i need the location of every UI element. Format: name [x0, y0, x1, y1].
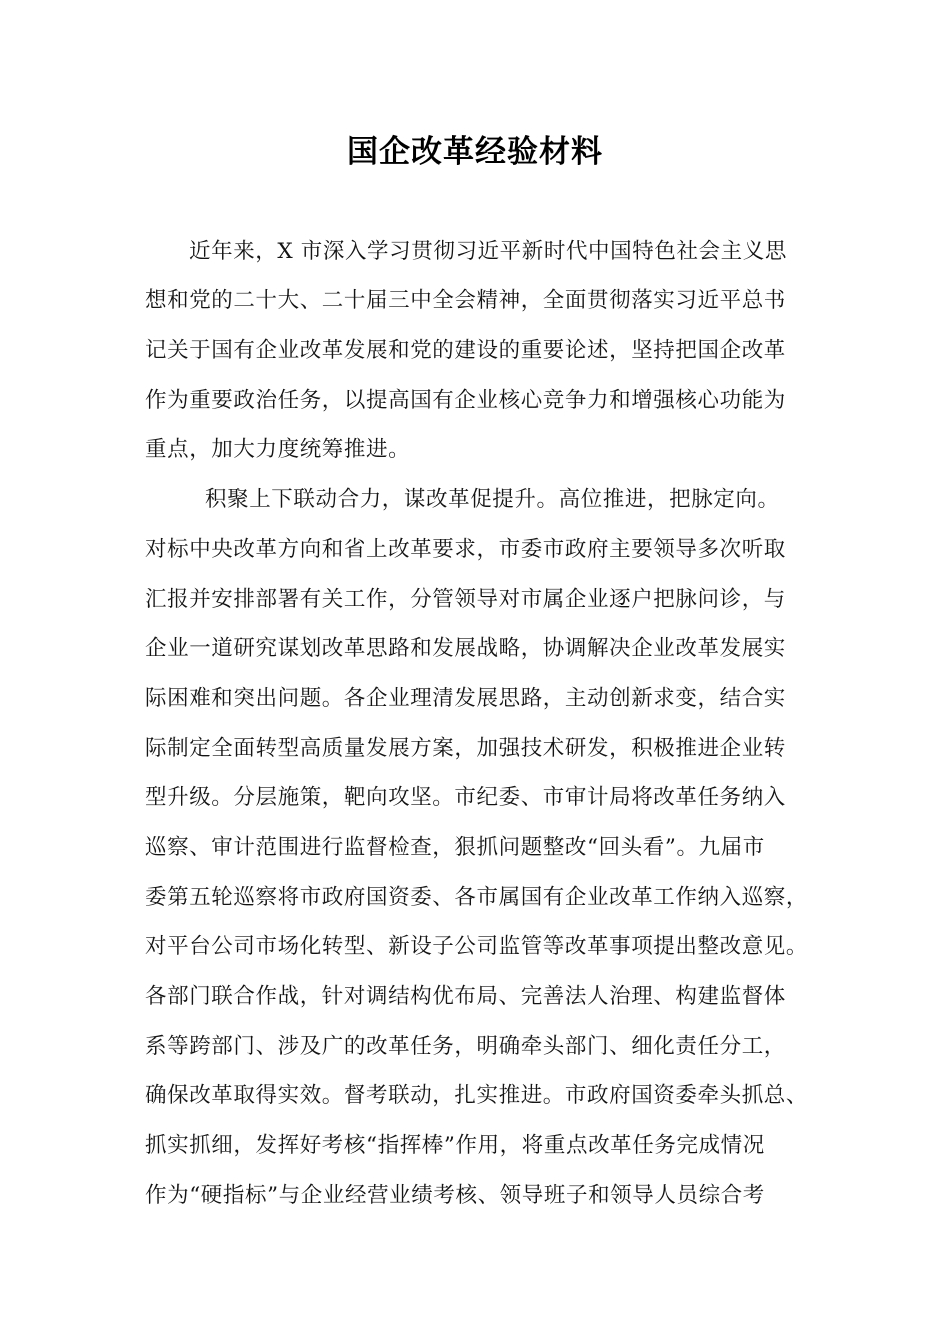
paragraph-line: 巡察、审计范围进行监督检查，狠抓问题整改“回头看”。九届市 [145, 835, 765, 860]
paragraph-line: 委第五轮巡察将市政府国资委、各市属国有企业改革工作纳入巡察， [145, 885, 809, 910]
paragraph-line: 近年来，X 市深入学习贯彻习近平新时代中国特色社会主义思 [189, 239, 787, 264]
paragraph-line: 想和党的二十大、二十届三中全会精神，全面贯彻落实习近平总书 [145, 288, 786, 313]
paragraph-line: 际制定全面转型高质量发展方案，加强技术研发，积极推进企业转 [145, 736, 786, 761]
paragraph-line: 系等跨部门、涉及广的改革任务，明确牵头部门、细化责任分工， [145, 1034, 786, 1059]
paragraph-line: 际困难和突出问题。各企业理清发展思路，主动创新求变，结合实 [145, 686, 786, 711]
paragraph-line: 各部门联合作战，针对调结构优布局、完善法人治理、构建监督体 [145, 984, 786, 1009]
paragraph-line: 汇报并安排部署有关工作，分管领导对市属企业逐户把脉问诊，与 [145, 587, 786, 612]
paragraph-line: 确保改革取得实效。督考联动，扎实推进。市政府国资委牵头抓总、 [145, 1083, 809, 1108]
paragraph-line: 企业一道研究谋划改革思路和发展战略，协调解决企业改革发展实 [145, 636, 786, 661]
paragraph-line: 记关于国有企业改革发展和党的建设的重要论述，坚持把国企改革 [145, 338, 786, 363]
paragraph-line: 作为“硬指标”与企业经营业绩考核、领导班子和领导人员综合考 [145, 1183, 765, 1208]
paragraph-line: 作为重要政治任务，以提高国有企业核心竞争力和增强核心功能为 [145, 388, 786, 413]
paragraph-line: 抓实抓细，发挥好考核“指挥棒”作用，将重点改革任务完成情况 [145, 1133, 765, 1158]
paragraph-line: 对平台公司市场化转型、新设子公司监管等改革事项提出整改意见。 [145, 934, 809, 959]
paragraph-line: 积聚上下联动合力，谋改革促提升。高位推进，把脉定向。 [205, 487, 780, 512]
paragraph-line: 型升级。分层施策，靶向攻坚。市纪委、市审计局将改革任务纳入 [145, 785, 786, 810]
paragraph-line: 对标中央改革方向和省上改革要求，市委市政府主要领导多次听取 [145, 537, 786, 562]
document-title: 国企改革经验材料 [347, 134, 603, 170]
paragraph-line: 重点，加大力度统筹推进。 [145, 437, 411, 462]
